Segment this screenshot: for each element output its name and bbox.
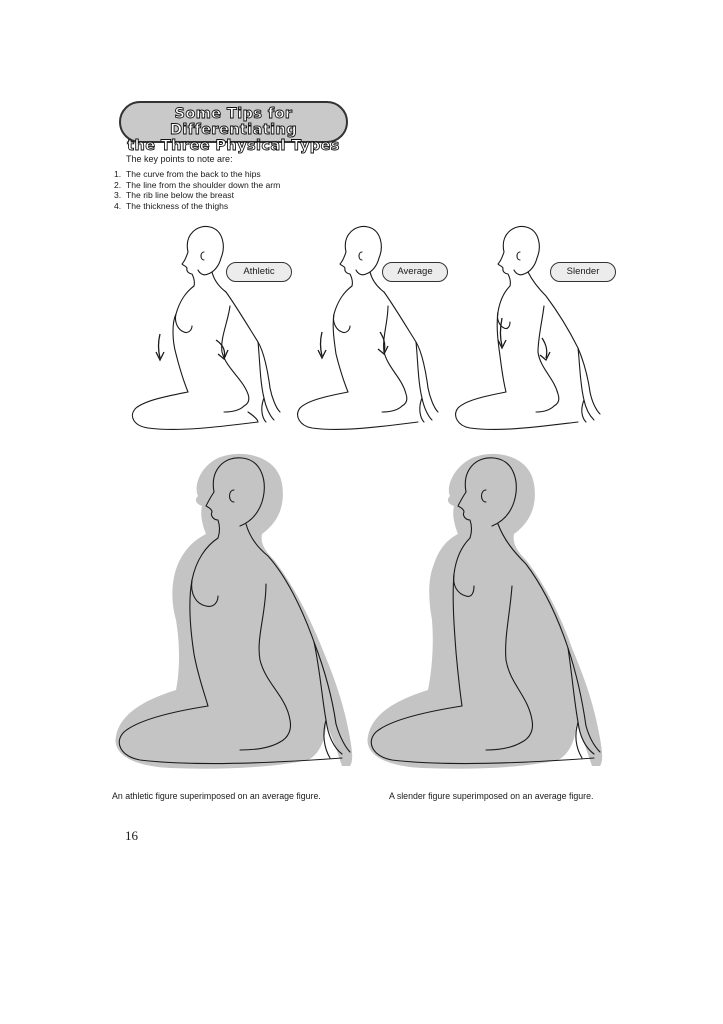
intro-text: The key points to note are: bbox=[126, 154, 233, 164]
type-label-athletic: Athletic bbox=[226, 262, 292, 282]
athletic-over-average-illustration bbox=[110, 448, 370, 778]
slender-over-average-illustration bbox=[362, 448, 622, 778]
athletic-figure-illustration bbox=[128, 222, 296, 437]
tip-item: 4. The thickness of the thighs bbox=[114, 200, 229, 211]
tip-item: 3. The rib line below the breast bbox=[114, 190, 234, 201]
title-line-1: Some Tips for Differentiating bbox=[169, 106, 298, 138]
type-label-slender: Slender bbox=[550, 262, 616, 282]
caption-slender-superimposed: A slender figure superimposed on an average figure. bbox=[389, 791, 594, 801]
tip-item: 1. The curve from the back to the hips bbox=[114, 169, 261, 179]
tips-list bbox=[114, 169, 280, 211]
page-number: 16 bbox=[125, 828, 138, 843]
tip-item: 2. The line from the shoulder down the arm bbox=[114, 179, 281, 190]
slender-figure-illustration bbox=[452, 222, 620, 437]
average-figure-illustration bbox=[294, 222, 454, 437]
caption-athletic-superimposed: An athletic figure superimposed on an average figure. bbox=[112, 791, 321, 801]
section-title-badge bbox=[119, 101, 348, 154]
type-label-average: Average bbox=[382, 262, 448, 282]
title-line-2: the Three Physical Types bbox=[127, 138, 340, 154]
